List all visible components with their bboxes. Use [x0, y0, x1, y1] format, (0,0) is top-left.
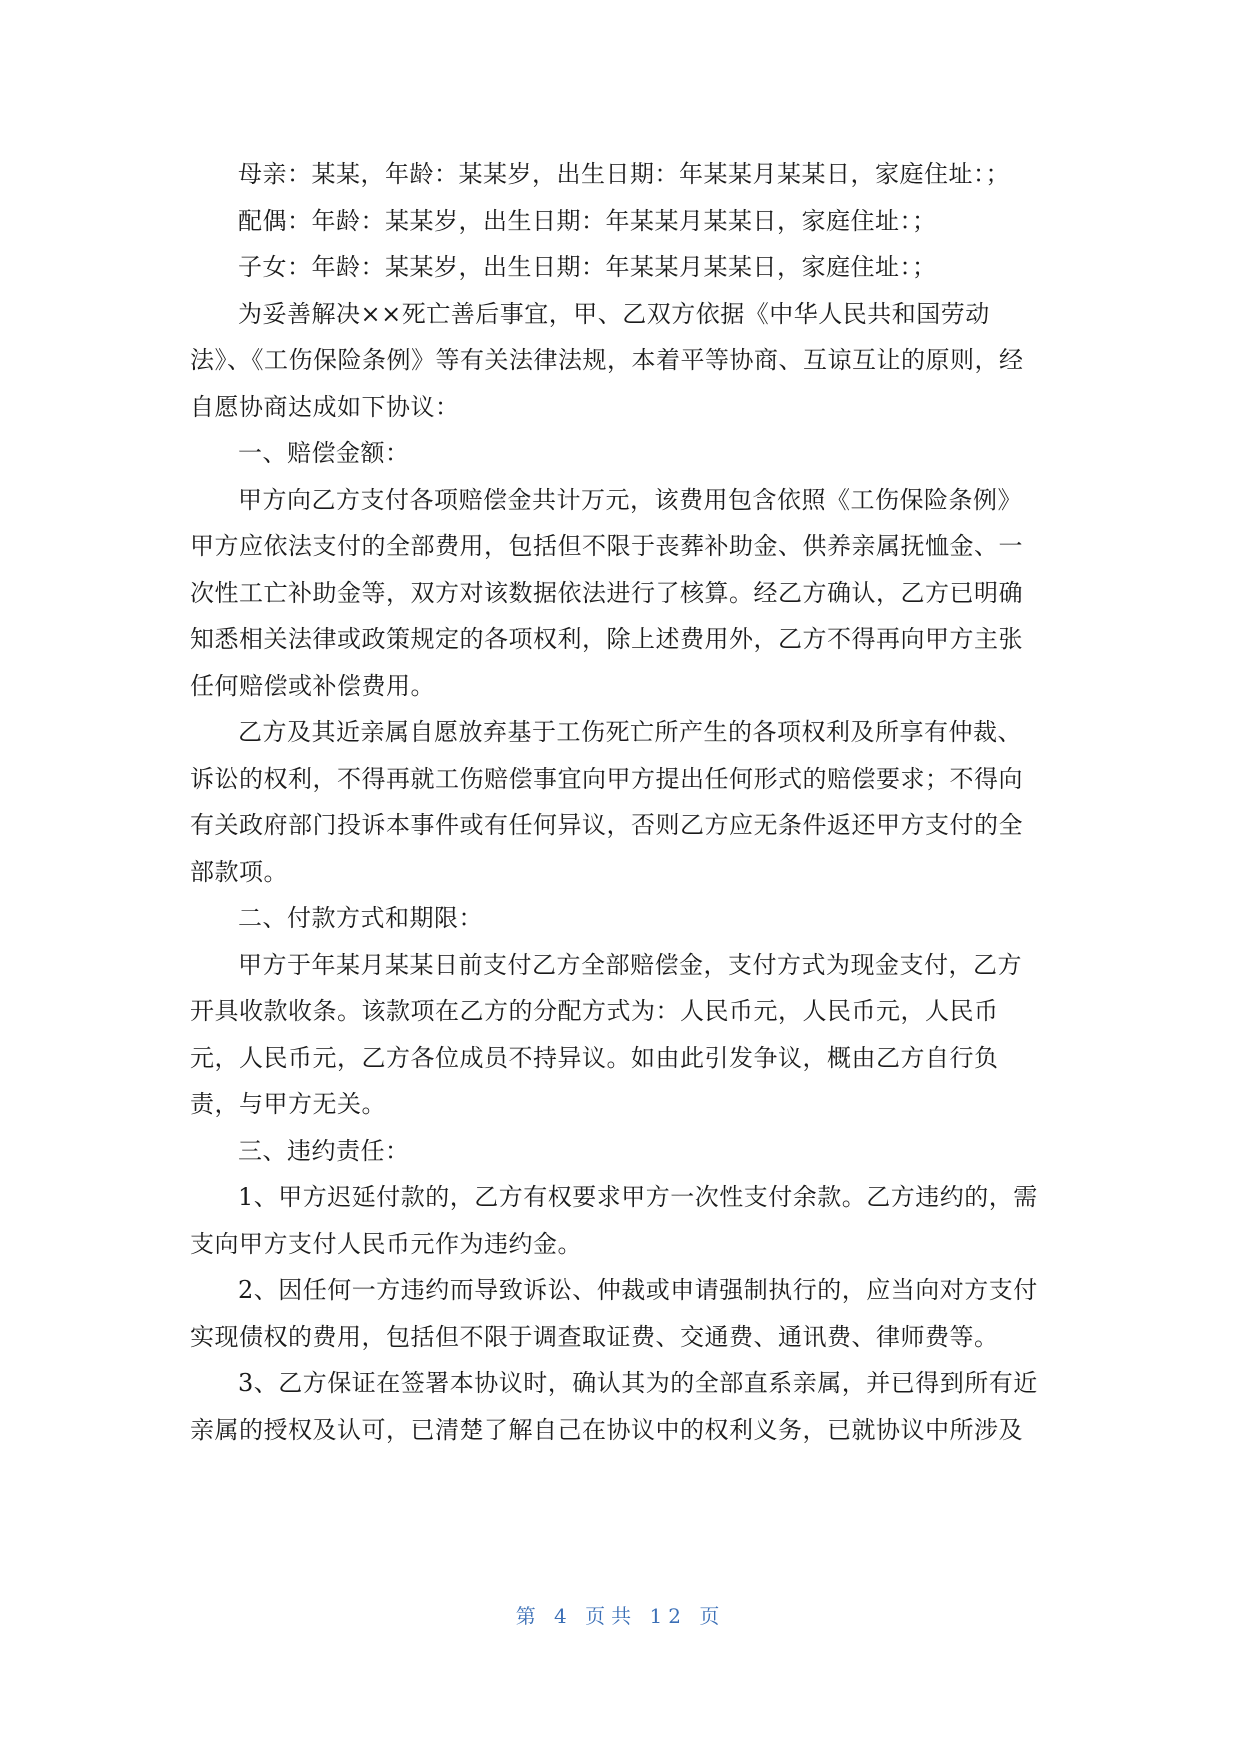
text-line: 任何赔偿或补偿费用。 [190, 671, 435, 700]
text-line: 诉讼的权利，不得再就工伤赔偿事宜向甲方提出任何形式的赔偿要求；不得向 [190, 764, 1023, 793]
text-line: 元，人民币元，乙方各位成员不持异议。如由此引发争议，概由乙方自行负 [190, 1043, 999, 1072]
text-line: 次性工亡补助金等，双方对该数据依法进行了核算。经乙方确认，乙方已明确 [190, 578, 1023, 607]
text-line: 开具收款收条。该款项在乙方的分配方式为：人民币元，人民币元，人民币 [190, 997, 999, 1025]
text-line: 2、因任何一方违约而导致诉讼、仲裁或申请强制执行的，应当向对方支付 [238, 1276, 1038, 1304]
footer-current-page: 4 [554, 1604, 573, 1628]
text-line: 一、赔偿金额： [238, 439, 410, 467]
text-line: 法》、《工伤保险条例》等有关法律法规，本着平等协商、互谅互让的原则，经 [190, 346, 1024, 374]
text-line: 有关政府部门投诉本事件或有任何异议，否则乙方应无条件返还甲方支付的全 [190, 811, 1023, 839]
text-line: 子女：年龄：某某岁，出生日期：年某某月某某日，家庭住址：； [238, 253, 937, 281]
text-line: 知悉相关法律或政策规定的各项权利，除上述费用外，乙方不得再向甲方主张 [190, 625, 1023, 653]
text-line: 支向甲方支付人民币元作为违约金。 [190, 1229, 582, 1258]
page-footer [0, 1600, 1241, 1629]
document-body [190, 151, 1050, 1453]
footer-middle: 页共 [585, 1604, 638, 1628]
text-line: 部款项。 [190, 857, 288, 886]
text-line: 甲方向乙方支付各项赔偿金共计万元，该费用包含依照《工伤保险条例》 [238, 485, 1022, 514]
text-line: 自愿协商达成如下协议： [190, 392, 460, 421]
text-line: 甲方应依法支付的全部费用，包括但不限于丧葬补助金、供养亲属抚恤金、一 [190, 532, 1023, 560]
footer-prefix: 第 [515, 1604, 542, 1628]
text-line: 亲属的授权及认可，已清楚了解自己在协议中的权利义务，已就协议中所涉及 [190, 1415, 1023, 1444]
text-line: 配偶：年龄：某某岁，出生日期：年某某月某某日，家庭住址：； [238, 206, 937, 235]
text-line: 实现债权的费用，包括但不限于调查取证费、交通费、通讯费、律师费等。 [190, 1322, 999, 1351]
text-line: 3、乙方保证在签署本协议时，确认其为的全部直系亲属，并已得到所有近 [238, 1369, 1038, 1397]
footer-total-pages: 12 [649, 1604, 687, 1628]
text-line: 责，与甲方无关。 [190, 1090, 386, 1118]
footer-suffix: 页 [699, 1604, 726, 1628]
text-line: 为妥善解决××死亡善后事宜，甲、乙双方依据《中华人民共和国劳动 [238, 299, 990, 328]
text-line: 乙方及其近亲属自愿放弃基于工伤死亡所产生的各项权利及所享有仲裁、 [238, 718, 1022, 746]
text-line: 二、付款方式和期限： [238, 904, 483, 932]
text-line: 1、甲方迟延付款的，乙方有权要求甲方一次性支付余款。乙方违约的，需 [238, 1183, 1038, 1211]
text-line: 三、违约责任： [238, 1136, 410, 1165]
text-line: 母亲：某某，年龄：某某岁，出生日期：年某某月某某日，家庭住址：； [238, 160, 1010, 188]
text-line: 甲方于年某月某某日前支付乙方全部赔偿金，支付方式为现金支付，乙方 [238, 950, 1022, 979]
